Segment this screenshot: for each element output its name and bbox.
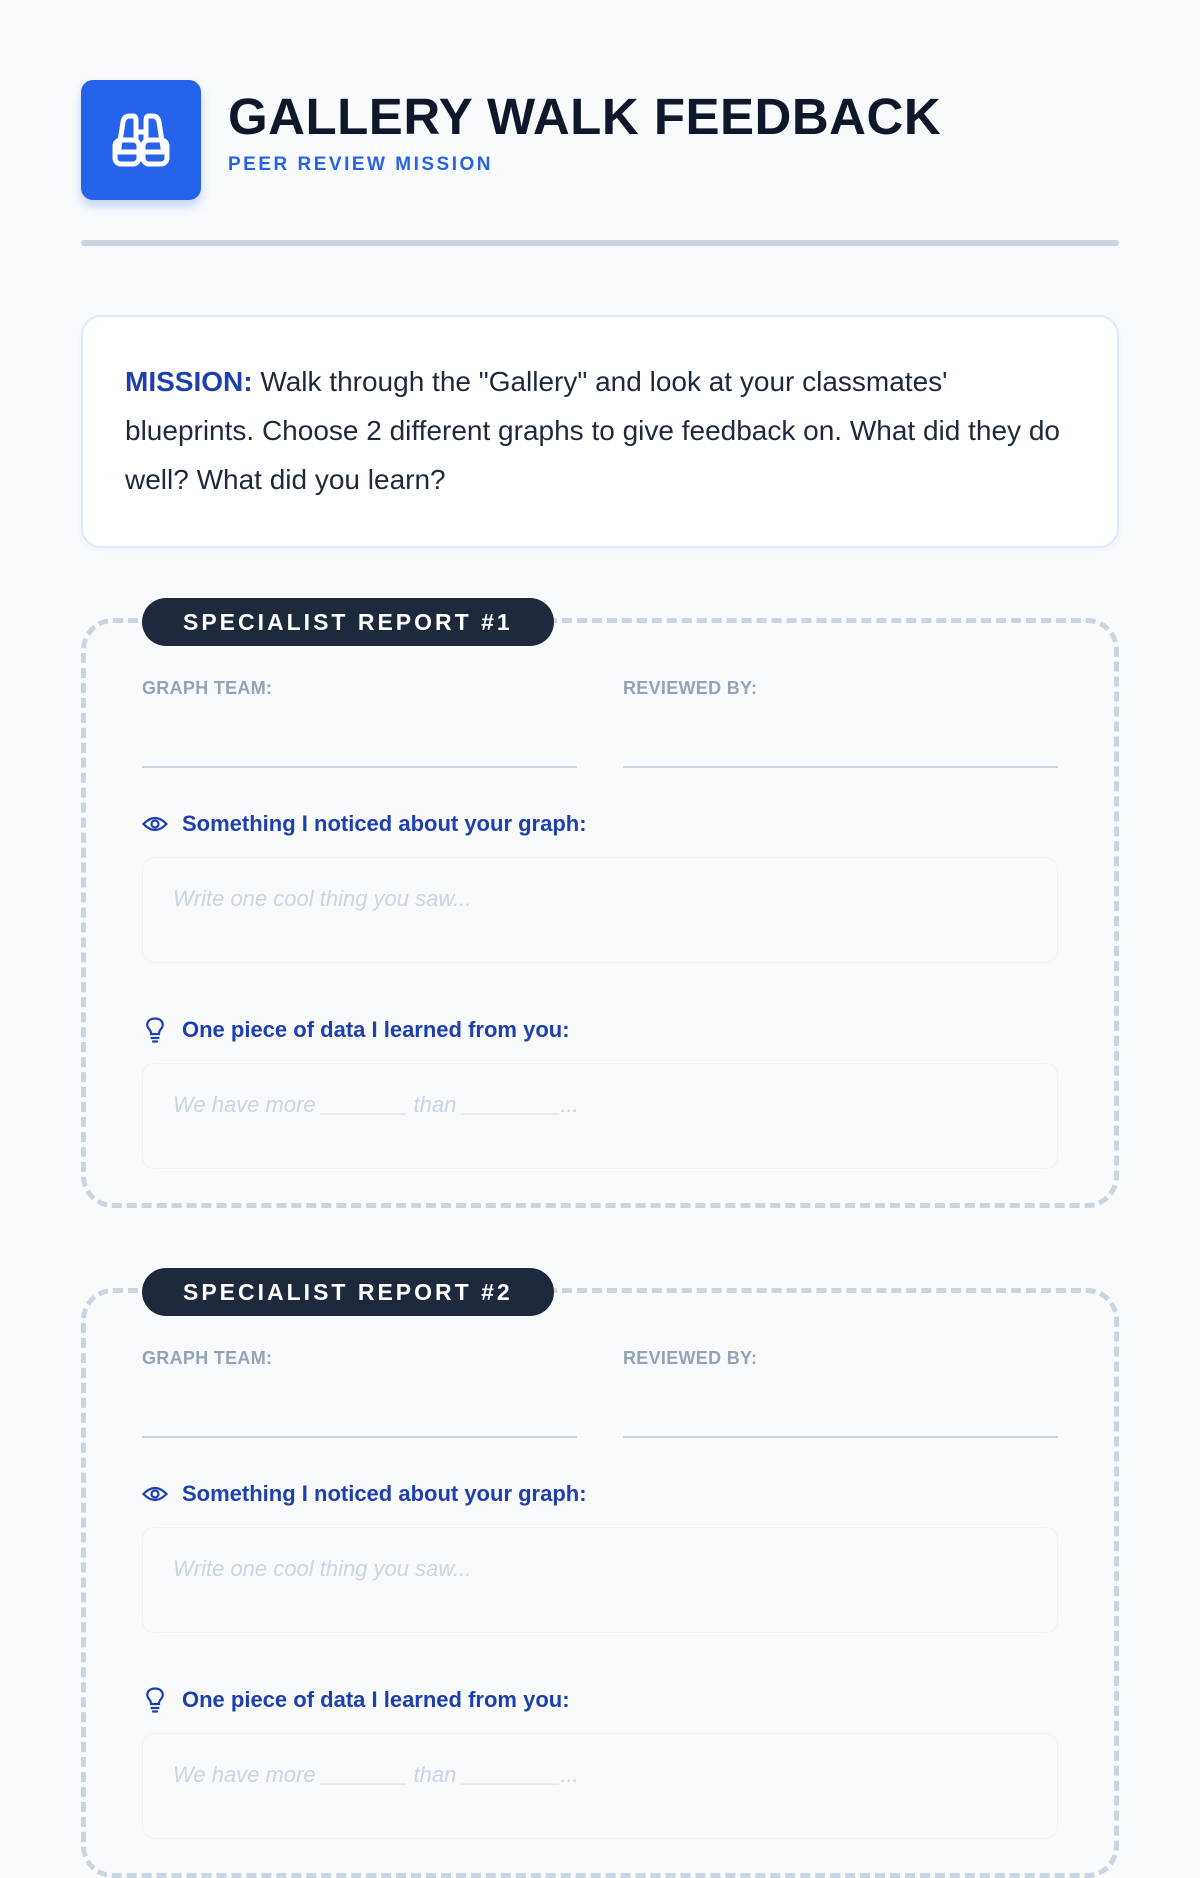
mission-box (81, 315, 1119, 548)
specialist-report-card (81, 608, 1119, 1208)
learned-answer-field[interactable]: We have more _______ than ________... (142, 1733, 1058, 1839)
mission-text: Walk through the "Gallery" and look at your classmates' blueprints. Choose 2 different graphs to give feedback on. What did they do well? What did you learn? (125, 366, 1060, 495)
report-fields (142, 1348, 1058, 1438)
report-fields (142, 678, 1058, 768)
noticed-question-label: Something I noticed about your graph: (182, 811, 587, 836)
header-divider (81, 240, 1119, 246)
report-badge: SPECIALIST REPORT #2 (142, 1268, 554, 1316)
graph-team-label: GRAPH TEAM: (142, 678, 273, 698)
eye-icon (142, 1481, 168, 1507)
noticed-question (142, 1481, 1058, 1507)
page-header (81, 80, 1119, 200)
noticed-question (142, 811, 1058, 837)
specialist-report-card (81, 1278, 1119, 1878)
noticed-answer-field[interactable]: Write one cool thing you saw... (142, 857, 1058, 963)
graph-team-label: GRAPH TEAM: (142, 1348, 273, 1368)
reviewed-by-label: REVIEWED BY: (623, 678, 758, 698)
graph-team-input[interactable] (142, 699, 577, 768)
learned-question (142, 1017, 1058, 1043)
learned-question-label: One piece of data I learned from you: (182, 1687, 570, 1712)
graph-team-field (142, 1348, 577, 1438)
reviewed-by-field (623, 678, 1058, 768)
learned-question-label: One piece of data I learned from you: (182, 1017, 570, 1042)
lightbulb-icon (142, 1017, 168, 1043)
noticed-answer-field[interactable]: Write one cool thing you saw... (142, 1527, 1058, 1633)
graph-team-input[interactable] (142, 1369, 577, 1438)
mission-label: MISSION: (125, 366, 253, 397)
reviewed-by-input[interactable] (623, 699, 1058, 768)
learned-question (142, 1687, 1058, 1713)
reviewed-by-field (623, 1348, 1058, 1438)
binoculars-icon (81, 80, 201, 200)
page-subtitle: PEER REVIEW MISSION (228, 153, 493, 175)
page-title: GALLERY WALK FEEDBACK (228, 87, 942, 145)
lightbulb-icon (142, 1687, 168, 1713)
noticed-question-label: Something I noticed about your graph: (182, 1481, 587, 1506)
learned-answer-field[interactable]: We have more _______ than ________... (142, 1063, 1058, 1169)
graph-team-field (142, 678, 577, 768)
report-badge: SPECIALIST REPORT #1 (142, 598, 554, 646)
eye-icon (142, 811, 168, 837)
reviewed-by-label: REVIEWED BY: (623, 1348, 758, 1368)
reviewed-by-input[interactable] (623, 1369, 1058, 1438)
